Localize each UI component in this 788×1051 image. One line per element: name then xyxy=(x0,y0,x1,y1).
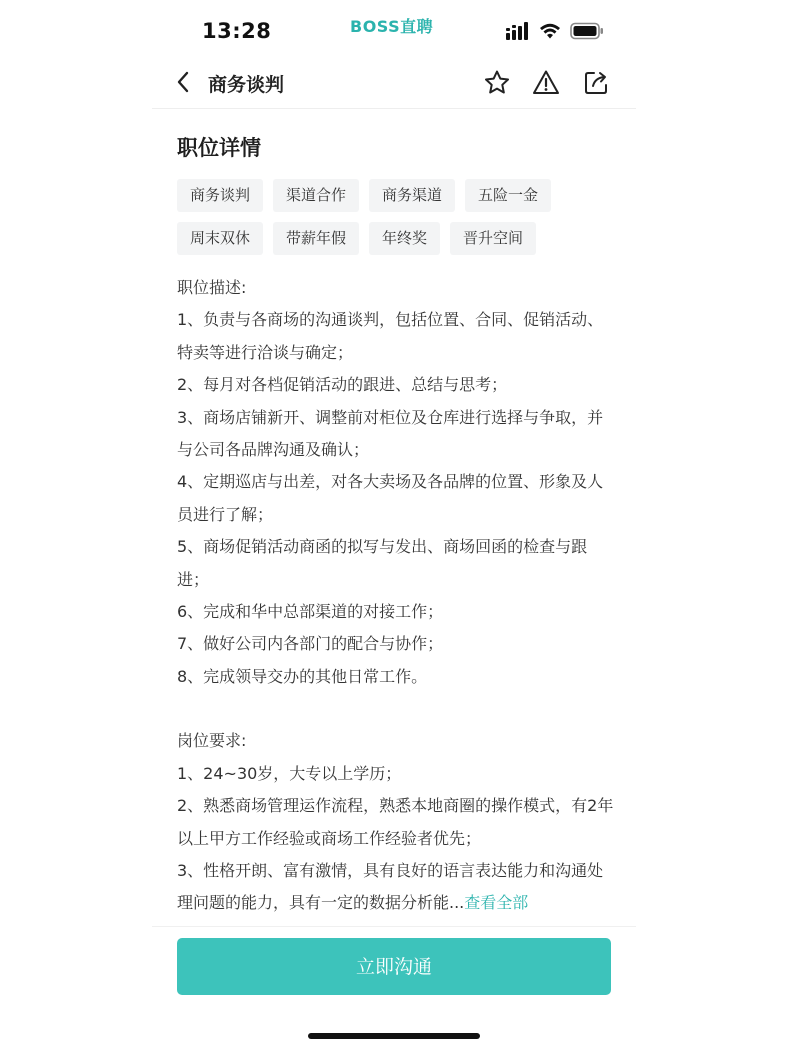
wifi-icon xyxy=(539,22,561,40)
battery-icon xyxy=(570,22,604,40)
requirement-item-text: 3、性格开朗、富有激情，具有良好的语言表达能力和沟通处理问题的能力，具有一定的数据分析能... xyxy=(177,860,604,913)
favorite-button[interactable] xyxy=(482,68,512,98)
requirement-item-truncated xyxy=(177,855,617,920)
tag: 带薪年假 xyxy=(273,222,359,255)
star-icon xyxy=(482,68,512,98)
status-icons xyxy=(506,22,606,44)
page-title: 商务谈判 xyxy=(208,74,285,96)
tag: 商务渠道 xyxy=(369,179,455,212)
report-button[interactable] xyxy=(531,68,561,98)
job-description xyxy=(177,272,617,920)
description-item: 7、做好公司内各部门的配合与协作； xyxy=(177,634,444,654)
description-heading: 职位描述: xyxy=(177,278,247,297)
nav-bar xyxy=(152,58,636,109)
share-icon xyxy=(581,68,611,98)
requirements-heading: 岗位要求: xyxy=(177,731,247,751)
back-button[interactable] xyxy=(172,69,196,95)
status-time: 13:28 xyxy=(202,19,272,43)
warning-icon xyxy=(531,68,561,98)
section-title: 职位详情 xyxy=(177,136,261,160)
tag: 五险一金 xyxy=(465,179,551,212)
description-item: 3、商场店铺新开、调整前对柜位及仓库进行选择与争取，并与公司各品牌沟通及确认； xyxy=(177,407,604,460)
tag: 周末双休 xyxy=(177,222,263,255)
tag: 商务谈判 xyxy=(177,179,263,212)
bottom-divider xyxy=(152,926,636,927)
requirement-item: 2、熟悉商场管理运作流程，熟悉本地商圈的操作模式，有2年以上甲方工作经验或商场工作经验者优先； xyxy=(177,796,614,848)
home-indicator xyxy=(308,1033,480,1039)
status-brand: BOSS直聘 xyxy=(350,17,434,36)
tag-row-1 xyxy=(177,179,551,212)
description-item: 5、商场促销活动商函的拟写与发出、商场回函的检查与跟进； xyxy=(177,537,588,589)
chevron-left-icon xyxy=(172,69,196,95)
paragraph-gap xyxy=(177,693,617,725)
description-item: 8、完成领导交办的其他日常工作。 xyxy=(177,666,428,686)
description-item: 4、定期巡店与出差，对各大卖场及各品牌的位置、形象及人员进行了解； xyxy=(177,472,604,524)
description-item: 6、完成和华中总部渠道的对接工作； xyxy=(177,602,444,622)
see-all-link[interactable]: 查看全部 xyxy=(464,893,529,913)
description-item: 2、每月对各档促销活动的跟进、总结与思考； xyxy=(177,375,508,395)
tag-row-2 xyxy=(177,222,536,255)
share-button[interactable] xyxy=(581,68,611,98)
requirement-item: 1、24~30岁，大专以上学历； xyxy=(177,763,402,783)
chat-now-button[interactable]: 立即沟通 xyxy=(177,938,611,995)
tag: 渠道合作 xyxy=(273,179,359,212)
phone-screen xyxy=(152,0,636,1051)
tag: 晋升空间 xyxy=(450,222,536,255)
tag: 年终奖 xyxy=(369,222,440,255)
description-item: 1、负责与各商场的沟通谈判，包括位置、合同、促销活动、特卖等进行洽谈与确定； xyxy=(177,310,604,362)
status-bar xyxy=(152,0,636,58)
signal-icon xyxy=(506,22,530,40)
